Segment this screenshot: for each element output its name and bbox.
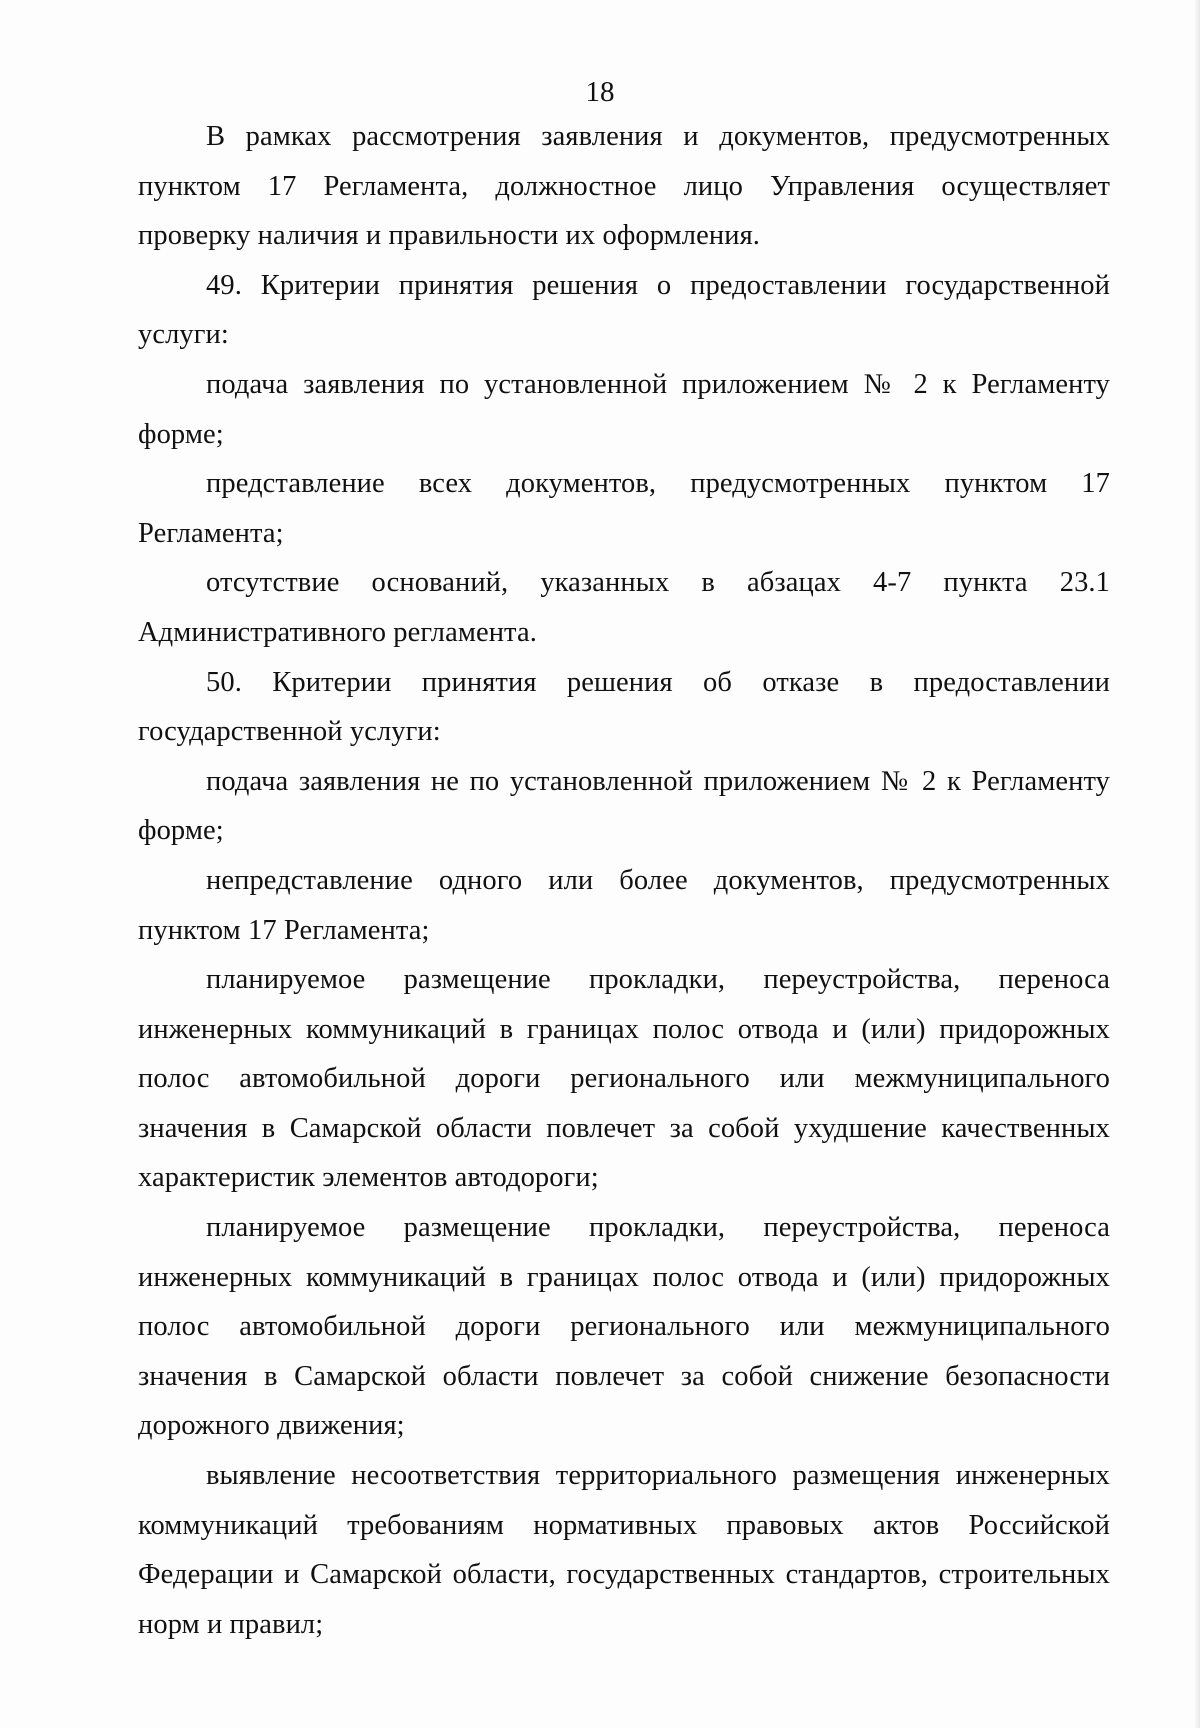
paragraph-review-intro: В рамках рассмотрения заявления и документов, предусмотренных пунктом 17 Регламента, должностное лицо Управления осуществляет проверку наличия и правильности их оформления. (138, 121, 1110, 252)
paragraph-refusal-wrong-form: подача заявления не по установленной приложением № 2 к Регламенту форме; (138, 765, 1110, 847)
paragraph-item-49-heading: 49. Критерии принятия решения о предоставлении государственной услуги: (138, 269, 1110, 351)
paragraph-refusal-noncompliance: выявление несоответствия территориального размещения инженерных коммуникаций требованиям нормативных правовых актов Российской Федерации и Самарской области, государственных стандартов, строительных норм и правил; (138, 1460, 1110, 1640)
paragraph-criterion-no-grounds: отсутствие оснований, указанных в абзацах 4-7 пункта 23.1 Административного регламента. (138, 567, 1110, 648)
scan-edge-shadow (1194, 0, 1200, 1728)
paragraph-item-50-heading: 50. Критерии принятия решения об отказе в предоставлении государственной услуги: (138, 666, 1110, 748)
paragraph-refusal-road-safety: планируемое размещение прокладки, переустройства, переноса инженерных коммуникаций в границах полос отвода и (или) придорожных полос автомобильной дороги регионального или межмуниципального значения в Самарской области повлечет за собой снижение безопасности дорожного движения; (138, 1212, 1110, 1442)
paragraph-criterion-application-form: подача заявления по установленной приложением № 2 к Регламенту форме; (138, 368, 1110, 450)
document-body (138, 112, 1110, 1649)
paragraph-refusal-road-quality: планируемое размещение прокладки, переустройства, переноса инженерных коммуникаций в границах полос отвода и (или) придорожных полос автомобильной дороги регионального или межмуниципального значения в Самарской области повлечет за собой ухудшение качественных характеристик элементов автодороги; (138, 964, 1110, 1194)
paragraph-criterion-all-documents: представление всех документов, предусмотренных пунктом 17 Регламента; (138, 468, 1110, 549)
paragraph-refusal-missing-documents: непредставление одного или более документов, предусмотренных пунктом 17 Регламента; (138, 864, 1110, 946)
page-number: 18 (585, 76, 615, 108)
